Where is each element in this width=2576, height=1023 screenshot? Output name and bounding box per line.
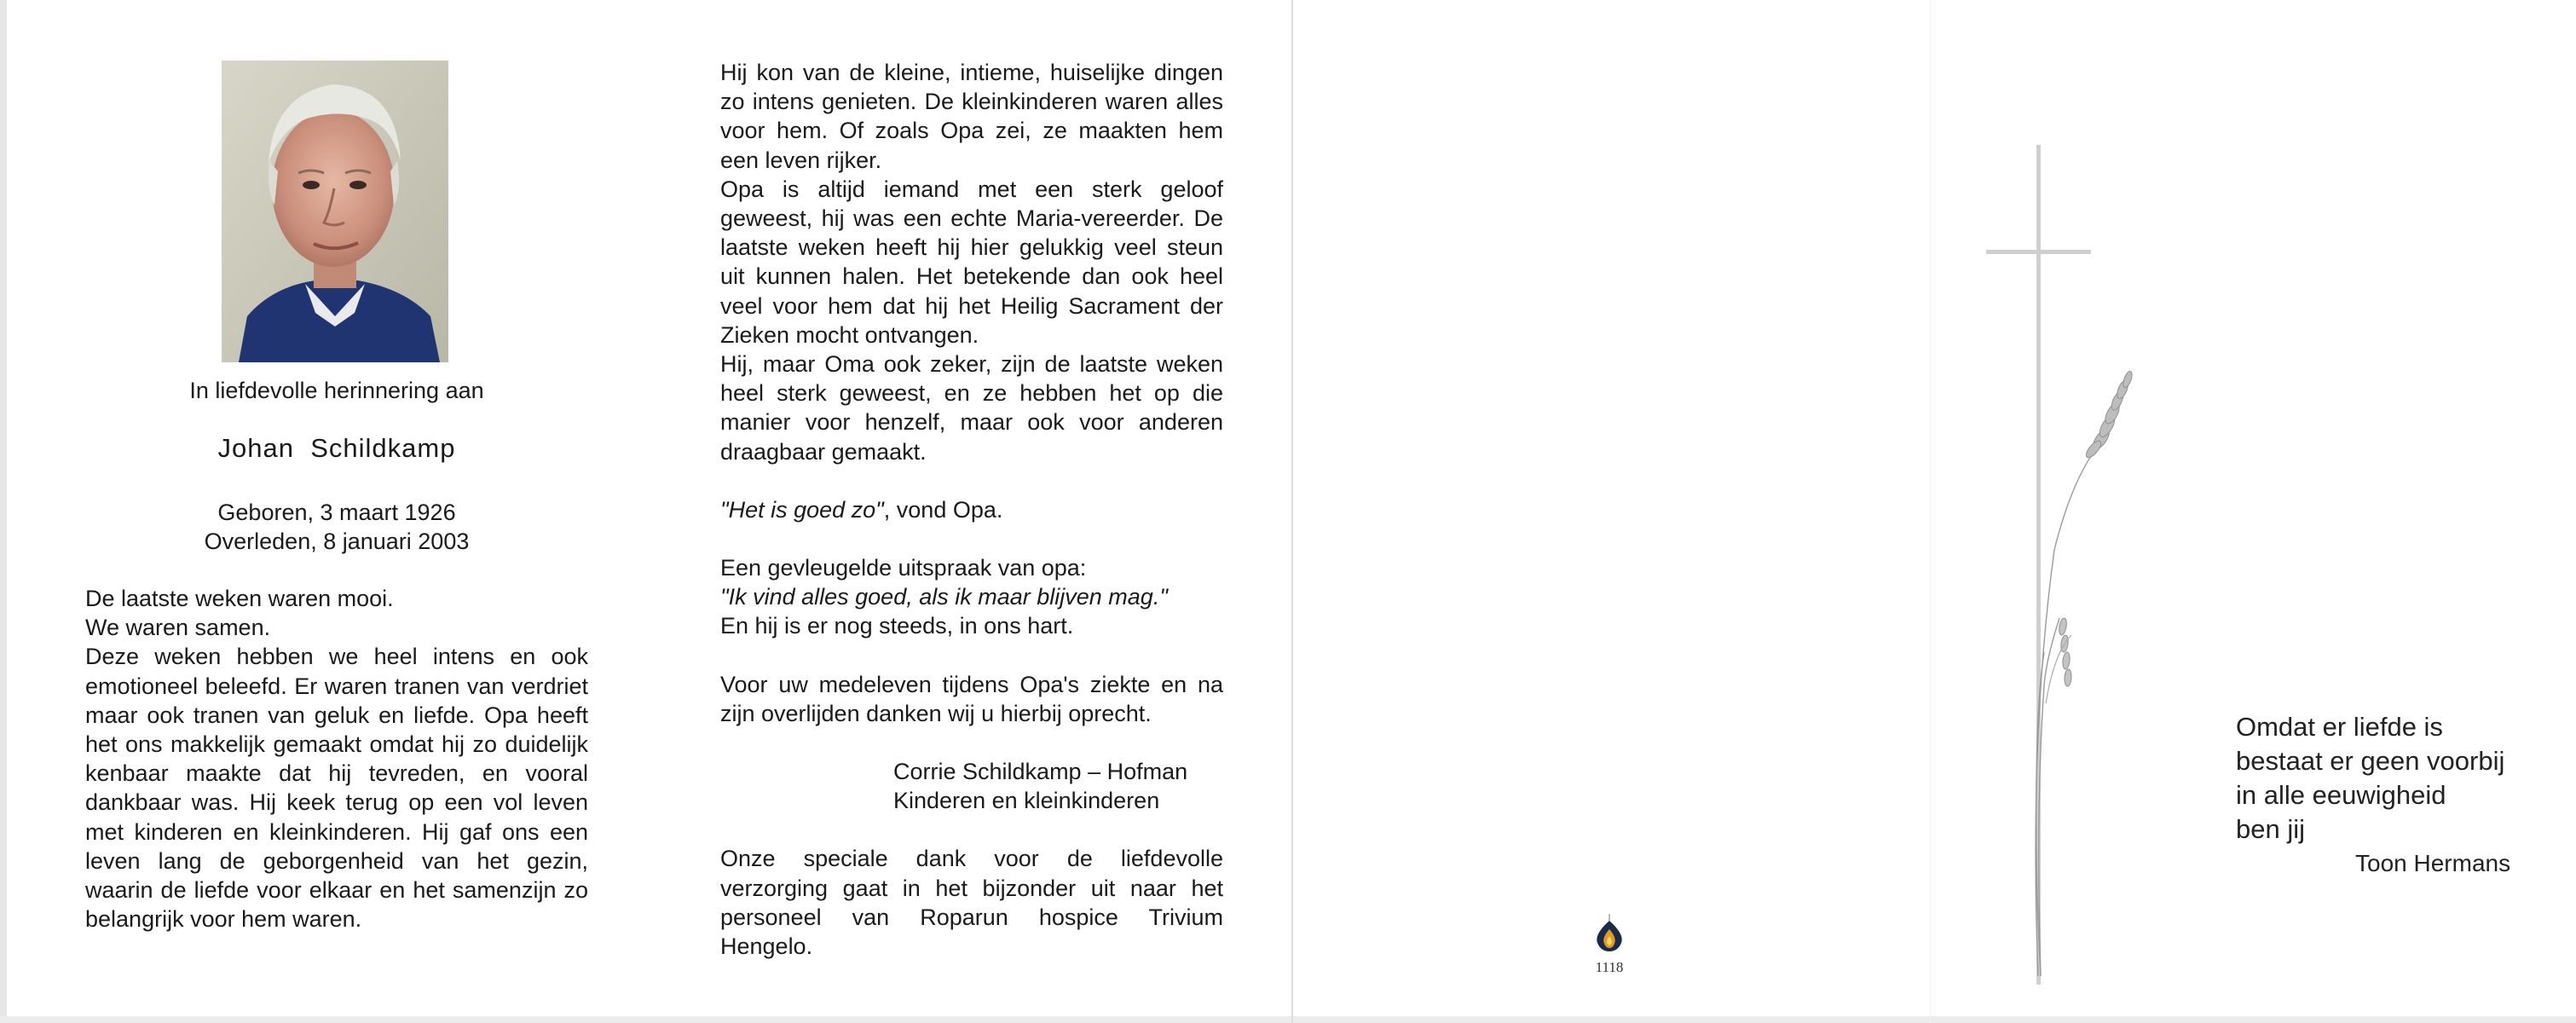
poem-line: ben jij: [2236, 814, 2305, 844]
cross-with-wheat-icon: [1978, 141, 2182, 985]
card-number: 1118: [1595, 959, 1624, 975]
paragraph-grandchildren: Hij kon van de kleine, intieme, huiselijke dingen zo intens genieten. De kleinkinderen waren alles voor hem. Of zoals Opa zei, ze maakten hem een leven rijker.: [720, 60, 1223, 173]
body-paragraph: Deze weken hebben we heel intens en ook emotioneel beleefd. Er waren tranen van verdriet maar ook tranen van geluk en liefde. Opa heeft het ons makkelijk gemaakt omdat hij zo duidelijk kenbaar maakte dat hij tevreden, en vooral dankbaar was. Hij keek terug op een vol leven met kinderen en kleinkinderen. Hij gaf ons een leven lang de geborgenheid van het gezin, waarin de liefde voor elkaar en het samenzijn zo belangrijk voor hem waren.: [85, 644, 588, 933]
thanks-paragraph: Voor uw medeleven tijdens Opa's ziekte en na zijn overlijden danken wij u hierbij oprecht.: [720, 671, 1223, 726]
paragraph-strength: Hij, maar Oma ook zeker, zijn de laatste weken heel sterk geweest, en ze hebben het op die manier voor henzelf, maar ook voor anderen draagbaar gemaakt.: [720, 351, 1223, 465]
poem-author: Toon Hermans: [2355, 850, 2511, 876]
quote-line: [720, 495, 1223, 524]
back-panel: [1293, 0, 1930, 1023]
portrait-photo: [222, 61, 448, 362]
left-body-text: [85, 584, 588, 933]
body-line: We waren samen.: [85, 615, 271, 641]
flame-drop-icon: [1591, 912, 1628, 953]
deceased-name: Johan Schildkamp: [217, 433, 456, 463]
poem: [2236, 710, 2510, 881]
poem-line: bestaat er geen voorbij: [2236, 746, 2505, 776]
poem-line: Omdat er liefde is: [2236, 712, 2443, 742]
signature-line-2: Kinderen en kleinkinderen: [893, 788, 1160, 814]
special-thanks-paragraph: Onze speciale dank voor de liefdevolle verzorging gaat in het bijzonder uit naar het personeel van Roparun hospice Trivium Hengelo.: [720, 846, 1223, 960]
saying-intro: Een gevleugelde uitspraak van opa:: [720, 555, 1087, 581]
paragraph-faith: Opa is altijd iemand met een sterk geloof geweest, hij was een echte Maria-vereerder. De laatste weken heeft hij hier gelukkig veel steun uit kunnen halen. Het betekende dan ook heel veel voor hem dat hij het Heilig Sacrament der Zieken mocht ontvangen.: [720, 176, 1223, 348]
saying-quote: "Ik vind alles goed, als ik maar blijven mag.": [720, 584, 1168, 610]
intro-line: In liefdevolle herinnering aan: [189, 378, 484, 403]
portrait-image: [222, 61, 448, 362]
birth-date: Geboren, 3 maart 1926: [217, 500, 456, 525]
death-date: Overleden, 8 januari 2003: [204, 529, 470, 554]
saying-after: En hij is er nog steeds, in ons hart.: [720, 613, 1074, 639]
body-line: De laatste weken waren mooi.: [85, 586, 394, 611]
right-body-text: [720, 58, 1223, 961]
quote-italic: "Het is goed zo": [720, 496, 884, 523]
quote-rest: , vond Opa.: [883, 496, 1003, 523]
poem-line: in alle eeuwigheid: [2236, 780, 2446, 810]
signature-line-1: Corrie Schildkamp – Hofman: [893, 759, 1188, 785]
